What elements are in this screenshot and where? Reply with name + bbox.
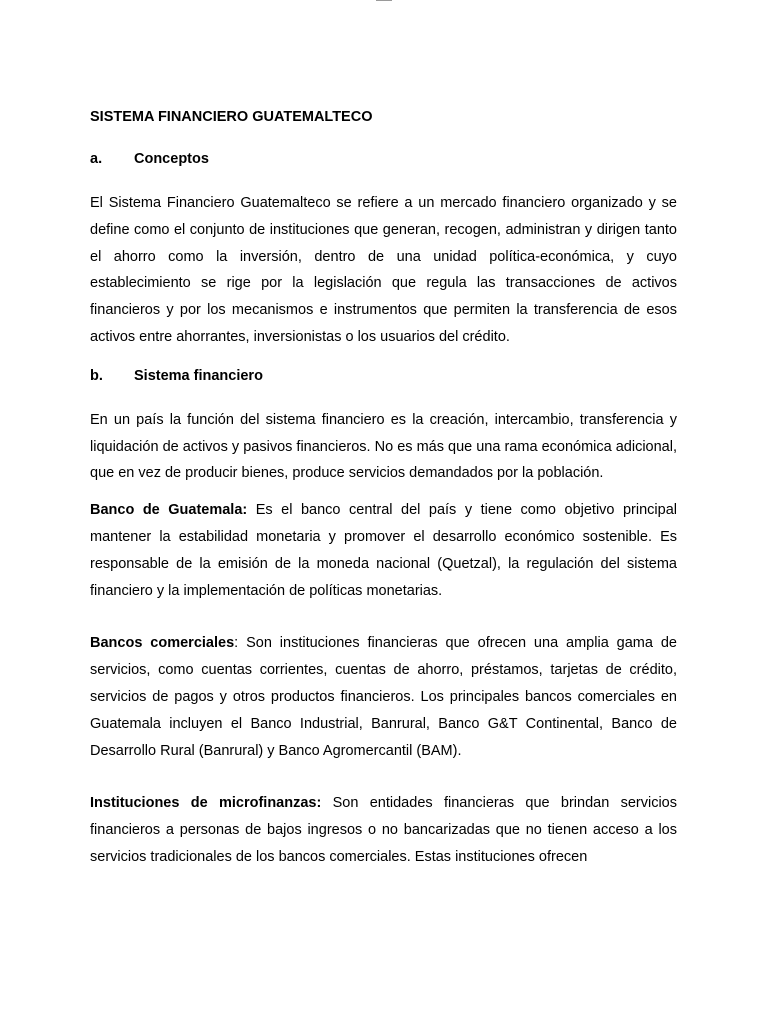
microfinanzas-text: Son entidades financieras que brindan servicios financieros a personas de bajos ingresos o no bancarizadas que no tienen acceso a los servicios tradicionales de los bancos comerciales. Estas instituciones ofrecen <box>90 795 677 865</box>
banco-guatemala-term: Banco de Guatemala: <box>90 502 248 519</box>
bancos-comerciales-term: Bancos comerciales <box>90 635 235 652</box>
section-a-heading <box>90 148 677 170</box>
section-a-paragraph: El Sistema Financiero Guatemalteco se refiere a un mercado financiero organizado y se define como el conjunto de instituciones que generan, recogen, administran y dirigen tanto el ahorro como la inversión, dentro de una unidad política-económica, y cuyo establecimiento se rige por la legislación que regula las transacciones de activos financieros y por los mecanismos e instrumentos que permiten la transferencia de esos activos entre ahorrantes, inversionistas o los usuarios del crédito. <box>90 195 677 345</box>
page-top-mark <box>376 0 392 1</box>
bancos-comerciales-paragraph <box>90 630 677 764</box>
section-b-heading <box>90 365 677 387</box>
section-b-title: Sistema financiero <box>134 367 263 384</box>
section-a-letter: a. <box>90 151 103 167</box>
section-a-title: Conceptos <box>134 151 209 167</box>
section-b-paragraph: En un país la función del sistema financiero es la creación, intercambio, transferencia y liquidación de activos y pasivos financieros. No es más que una rama económica adicional, que en vez de producir bienes, produce servicios demandados por la población. <box>90 411 677 482</box>
document-title: SISTEMA FINANCIERO GUATEMALTECO <box>90 109 373 125</box>
section-b-letter: b. <box>90 367 103 384</box>
document-page <box>90 106 677 871</box>
banco-guatemala-paragraph <box>90 497 677 604</box>
microfinanzas-paragraph <box>90 790 677 870</box>
microfinanzas-term: Instituciones de microfinanzas: <box>90 795 322 812</box>
banco-guatemala-text: Es el banco central del país y tiene como objetivo principal mantener la estabilidad monetaria y promover el desarrollo económico sostenible. Es responsable de la emisión de la moneda nacional (Quetzal), la regulación del sistema financiero y la implementación de políticas monetarias. <box>90 502 677 599</box>
bancos-comerciales-text: : Son instituciones financieras que ofrecen una amplia gama de servicios, como cuentas corrientes, cuentas de ahorro, préstamos, tarjetas de crédito, servicios de pagos y otros productos financieros. Los principales bancos comerciales en Guatemala incluyen el Banco Industrial, Banrural, Banco G&T Continental, Banco de Desarrollo Rural (Banrural) y Banco Agromercantil (BAM). <box>90 635 677 759</box>
